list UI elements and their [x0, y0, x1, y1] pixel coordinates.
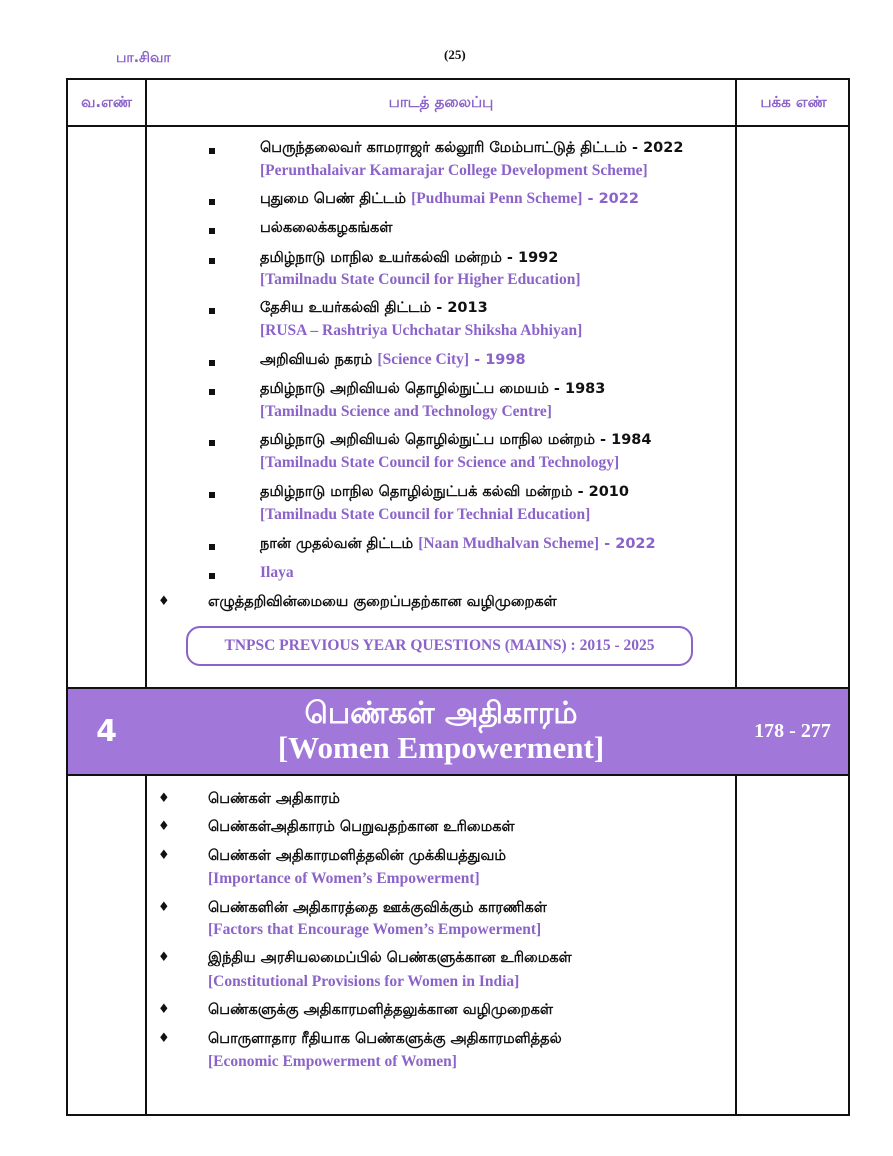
item-english: [RUSA – Rashtriya Uchchatar Shiksha Abhiyan]: [260, 322, 583, 339]
item-english: [Perunthalaivar Kamarajar College Development Scheme]: [260, 162, 648, 179]
item-tamil: பெண்கள்அதிகாரம் பெறுவதற்கான உரிமைகள்: [208, 819, 515, 835]
square-bullet-icon: [208, 189, 218, 209]
list-item: [208, 138, 683, 158]
column-divider: [145, 80, 147, 1114]
square-bullet-icon: [208, 563, 218, 583]
list-item: [208, 248, 558, 268]
chapter-page-range: 178 - 277: [754, 720, 831, 742]
item-english: [Tamilnadu State Council for Higher Education]: [260, 271, 581, 288]
list-item: [158, 592, 557, 612]
diamond-bullet-icon: ♦: [158, 900, 170, 915]
chapter-number: 4: [96, 714, 117, 749]
column-header-serial: வ.எண்: [81, 93, 132, 111]
item-tamil: இந்திய அரசியலமைப்பில் பெண்களுக்கான உரிமைகள்: [208, 950, 572, 966]
item-english: [Science City]: [377, 351, 470, 368]
list-item: [208, 350, 526, 370]
author-name: பா.சிவா: [116, 50, 171, 66]
item-english: Ilaya: [260, 564, 294, 581]
square-bullet-icon: [208, 218, 218, 238]
diamond-bullet-icon: ♦: [158, 1031, 170, 1046]
list-item: [208, 482, 629, 502]
square-bullet-icon: [208, 248, 218, 268]
list-item: [158, 1029, 562, 1049]
header-divider: [68, 125, 848, 127]
list-item: [208, 430, 651, 450]
list-item: [158, 846, 506, 866]
item-english: [Tamilnadu Science and Technology Centre]: [260, 403, 552, 420]
diamond-bullet-icon: ♦: [158, 848, 170, 863]
pyq-label: TNPSC PREVIOUS YEAR QUESTIONS (MAINS) : 2015 - 2025: [186, 626, 693, 666]
item-tamil: எழுத்தறிவின்மையை குறைப்பதற்கான வழிமுறைகள்: [208, 594, 557, 610]
item-tamil: பெருந்தலைவர் காமராஜர் கல்லூரி மேம்பாட்டுத் திட்டம் - 2022: [260, 140, 684, 156]
item-tamil: பெண்கள் அதிகாரம்: [208, 791, 340, 807]
item-english: [Factors that Encourage Women’s Empowerment]: [208, 921, 542, 938]
chapter-title-english: [Women Empowerment]: [277, 730, 605, 765]
list-item: [158, 817, 515, 837]
diamond-bullet-icon: ♦: [158, 791, 170, 806]
item-tamil: தேசிய உயர்கல்வி திட்டம் - 2013: [260, 300, 488, 316]
item-tamil: தமிழ்நாடு மாநில தொழில்நுட்பக் கல்வி மன்றம் - 2010: [260, 484, 629, 500]
item-english: [Naan Mudhalvan Scheme]: [418, 535, 600, 552]
item-tamil: தமிழ்நாடு அறிவியல் தொழில்நுட்ப மாநில மன்றம் - 1984: [260, 432, 652, 448]
list-item: [158, 898, 547, 918]
list-item: [158, 789, 340, 809]
diamond-bullet-icon: ♦: [158, 950, 170, 965]
square-bullet-icon: [208, 534, 218, 554]
item-tamil: அறிவியல் நகரம்: [260, 352, 373, 368]
square-bullet-icon: [208, 298, 218, 318]
diamond-bullet-icon: ♦: [158, 819, 170, 834]
banner-divider-bottom: [68, 774, 848, 776]
item-tamil: பெண்களுக்கு அதிகாரமளித்தலுக்கான வழிமுறைகள்: [208, 1002, 553, 1018]
item-english: [Constitutional Provisions for Women in India]: [208, 973, 520, 990]
item-english: [Pudhumai Penn Scheme]: [411, 190, 583, 207]
list-item: [158, 948, 572, 968]
list-item: [208, 534, 656, 554]
banner-divider-top: [68, 687, 848, 689]
page-number: (25): [444, 47, 466, 62]
item-year: - 2022: [587, 191, 639, 207]
column-header-page: பக்க எண்: [760, 93, 827, 111]
item-english: [Economic Empowerment of Women]: [208, 1053, 457, 1070]
item-year: - 1998: [474, 352, 526, 368]
item-english: [Tamilnadu State Council for Technial Education]: [260, 506, 591, 523]
chapter-4-banner: [68, 689, 848, 774]
item-year: - 2022: [604, 536, 656, 552]
item-tamil: பொருளாதார ரீதியாக பெண்களுக்கு அதிகாரமளித்தல்: [208, 1031, 562, 1047]
list-item: [208, 298, 488, 318]
chapter-title: [147, 697, 735, 765]
column-divider: [735, 80, 737, 1114]
diamond-bullet-icon: ♦: [158, 594, 170, 609]
square-bullet-icon: [208, 138, 218, 158]
list-item: [208, 379, 605, 399]
column-header-topic: பாடத் தலைப்பு: [388, 93, 494, 111]
item-tamil: நான் முதல்வன் திட்டம்: [260, 536, 414, 552]
item-tamil: பல்கலைக்கழகங்கள்: [260, 220, 393, 236]
list-item: [158, 1000, 553, 1020]
item-english: [Importance of Women’s Empowerment]: [208, 870, 480, 887]
square-bullet-icon: [208, 482, 218, 502]
diamond-bullet-icon: ♦: [158, 1002, 170, 1017]
square-bullet-icon: [208, 430, 218, 450]
list-item: [208, 189, 639, 209]
item-tamil: பெண்களின் அதிகாரத்தை ஊக்குவிக்கும் காரணிகள்: [208, 900, 547, 916]
square-bullet-icon: [208, 350, 218, 370]
item-tamil: பெண்கள் அதிகாரமளித்தலின் முக்கியத்துவம்: [208, 848, 506, 864]
list-item: [208, 563, 294, 583]
item-tamil: தமிழ்நாடு மாநில உயர்கல்வி மன்றம் - 1992: [260, 250, 559, 266]
item-tamil: புதுமை பெண் திட்டம்: [260, 191, 407, 207]
item-tamil: தமிழ்நாடு அறிவியல் தொழில்நுட்ப மையம் - 1983: [260, 381, 606, 397]
list-item: [208, 218, 392, 238]
item-english: [Tamilnadu State Council for Science and Technology]: [260, 454, 620, 471]
chapter-title-tamil: பெண்கள் அதிகாரம்: [304, 696, 578, 731]
square-bullet-icon: [208, 379, 218, 399]
